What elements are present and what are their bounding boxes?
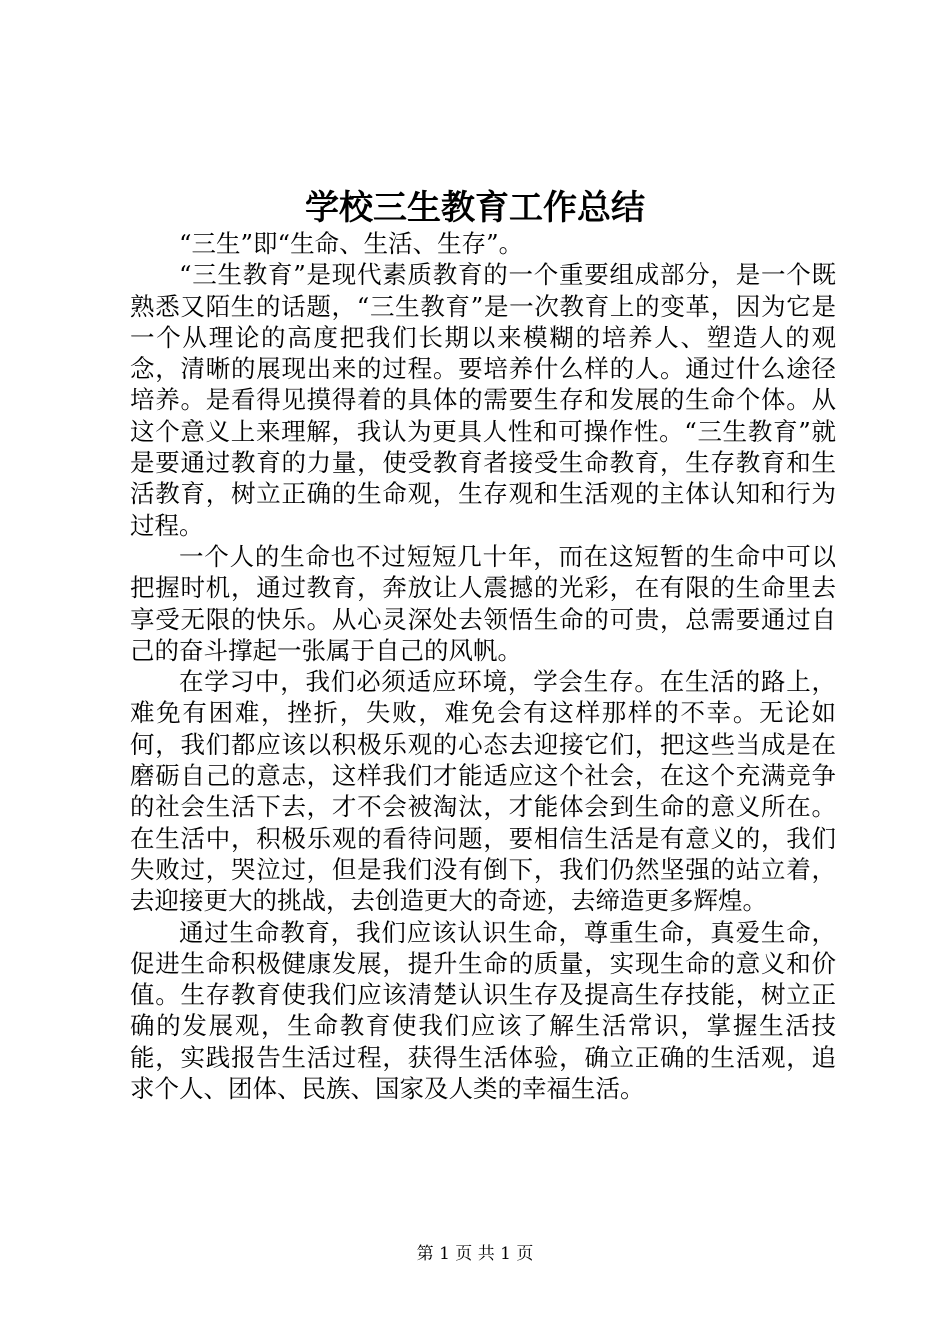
paragraph: 通过生命教育，我们应该认识生命，尊重生命，真爱生命，促进生命积极健康发展，提升生命的质量，实现生命的意义和价值。生存教育使我们应该清楚认识生存及提高生存技能，树立正确的发展观，生命教育使我们应该了解生活常识，掌握生活技能，实践报告生活过程，获得生活体验，确立正确的生活观，追求个人、团体、民族、国家及人类的幸福生活。 (130, 917, 836, 1104)
paragraph: 在学习中，我们必须适应环境，学会生存。在生活的路上，难免有困难，挫折，失败，难免会有这样那样的不幸。无论如何，我们都应该以积极乐观的心态去迎接它们，把这些当成是在磨砺自己的意志，这样我们才能适应这个社会，在这个充满竞争的社会生活下去，才不会被淘汰，才能体会到生命的意义所在。在生活中，积极乐观的看待问题，要相信生活是有意义的，我们失败过，哭泣过，但是我们没有倒下，我们仍然坚强的站立着，去迎接更大的挑战，去创造更大的奇迹，去缔造更多辉煌。 (130, 667, 836, 916)
paragraph: “三生”即“生命、生活、生存”。 (179, 229, 524, 258)
paragraph: “三生教育”是现代素质教育的一个重要组成部分，是一个既熟悉又陌生的话题，“三生教育”是一次教育上的变革，因为它是一个从理论的高度把我们长期以来模糊的培养人、塑造人的观念，清晰的展现出来的过程。要培养什么样的人。通过什么途径培养。是看得见摸得着的具体的需要生存和发展的生命个体。从这个意义上来理解，我认为更具人性和可操作性。“三生教育”就是要通过教育的力量，使受教育者接受生命教育，生存教育和生活教育，树立正确的生命观，生存观和生活观的主体认知和行为过程。 (130, 260, 836, 540)
document-body (130, 228, 836, 1104)
paragraph: 一个人的生命也不过短短几十年，而在这短暂的生命中可以把握时机，通过教育，奔放让人震撼的光彩，在有限的生命里去享受无限的快乐。从心灵深处去领悟生命的可贵，总需要通过自己的奋斗撑起一张属于自己的风帆。 (130, 541, 836, 665)
document-title: 学校三生教育工作总结 (305, 188, 645, 228)
page-footer: 第 1 页 共 1 页 (416, 1244, 534, 1264)
